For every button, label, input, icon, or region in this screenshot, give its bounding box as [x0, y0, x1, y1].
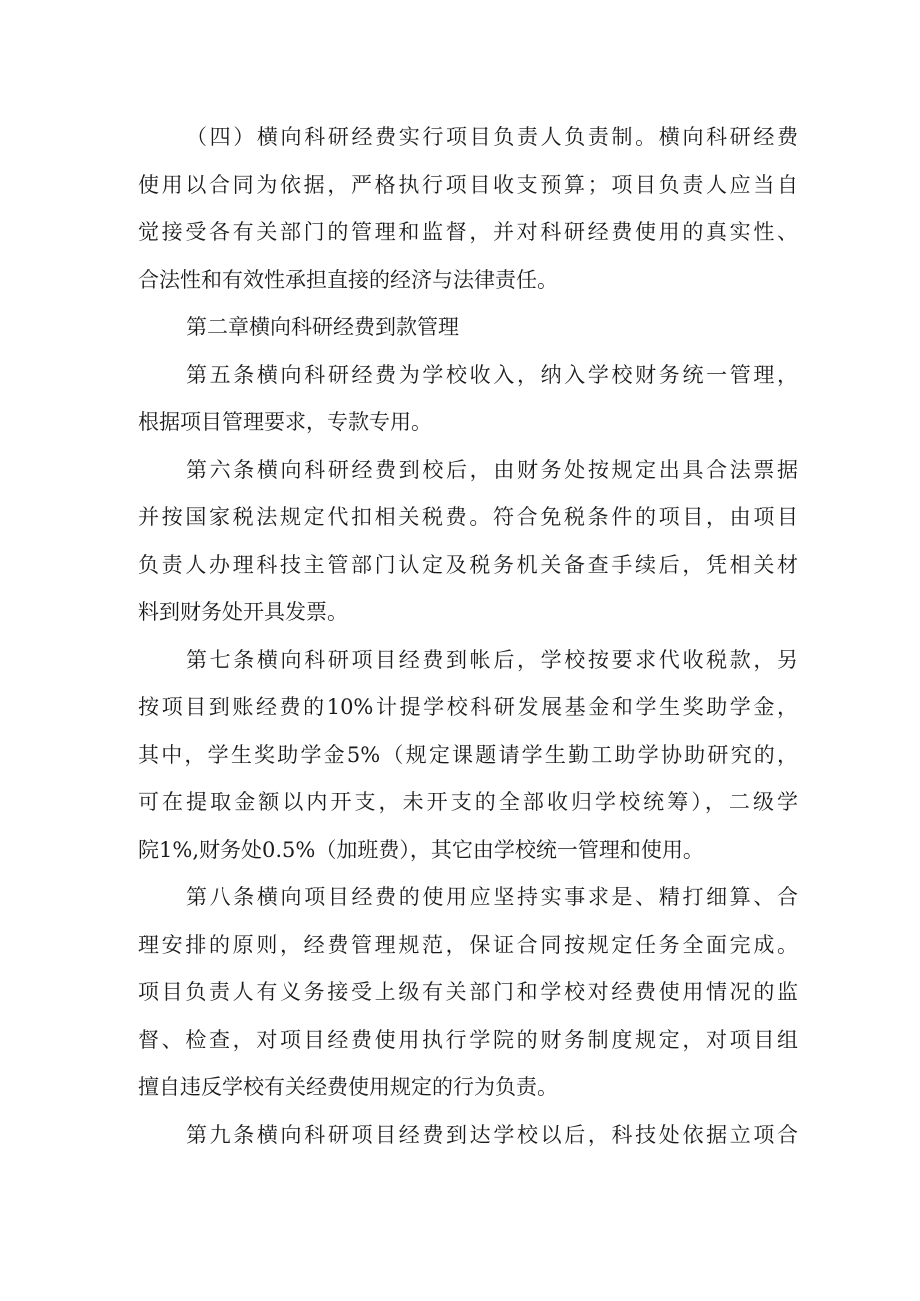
text-line: 按项目到账经费的10%计提学校科研发展基金和学生奖助学金， [138, 695, 798, 719]
article-9 [138, 1112, 798, 1160]
text-line: 督、检查，对项目经费使用执行学院的财务制度规定，对项目组 [138, 1027, 798, 1052]
text-line: 合法性和有效性承担直接的经济与法律责任。 [138, 267, 558, 292]
text-line: 第九条横向科研项目经费到达学校以后，科技处依据立项合 [186, 1122, 798, 1147]
text-line: 使用以合同为依据，严格执行项目收支预算；项目负责人应当自 [138, 172, 798, 197]
document-body [138, 114, 798, 1159]
text-line: 根据项目管理要求，专款专用。 [138, 410, 432, 434]
paragraph-item-4 [138, 114, 798, 304]
text-line: （四）横向科研经费实行项目负责人负责制。横向科研经费 [186, 125, 798, 149]
chapter-title: 第二章横向科研经费到款管理 [186, 315, 459, 339]
text-line: 觉接受各有关部门的管理和监督，并对科研经费使用的真实性、 [138, 220, 798, 244]
article-7 [138, 637, 798, 875]
article-6 [138, 447, 798, 637]
text-line: 料到财务处开具发票。 [138, 600, 348, 624]
text-line: 院1%,财务处0.5%（加班费），其它由学校统一管理和使用。 [138, 837, 704, 862]
chapter-heading [138, 304, 798, 352]
text-line: 第七条横向科研项目经费到帐后，学校按要求代收税款，另 [186, 647, 798, 672]
text-line: 可在提取金额以内开支，未开支的全部收归学校统筹），二级学 [138, 790, 798, 814]
text-line: 项目负责人有义务接受上级有关部门和学校对经费使用情况的监 [138, 980, 798, 1004]
article-5 [138, 352, 798, 447]
text-line: 并按国家税法规定代扣相关税费。符合免税条件的项目，由项目 [138, 505, 798, 529]
text-line: 其中，学生奖助学金5%（规定课题请学生勤工助学协助研究的， [138, 742, 798, 767]
text-line: 负责人办理科技主管部门认定及税务机关备查手续后，凭相关材 [138, 552, 798, 577]
text-line: 擅自违反学校有关经费使用规定的行为负责。 [138, 1075, 558, 1099]
text-line: 理安排的原则，经费管理规范，保证合同按规定任务全面完成。 [138, 932, 798, 957]
article-8 [138, 874, 798, 1112]
text-line: 第八条横向项目经费的使用应坚持实事求是、精打细算、合 [186, 885, 798, 909]
text-line: 第五条横向科研经费为学校收入，纳入学校财务统一管理， [186, 362, 798, 387]
text-line: 第六条横向科研经费到校后，由财务处按规定出具合法票据 [186, 457, 798, 482]
